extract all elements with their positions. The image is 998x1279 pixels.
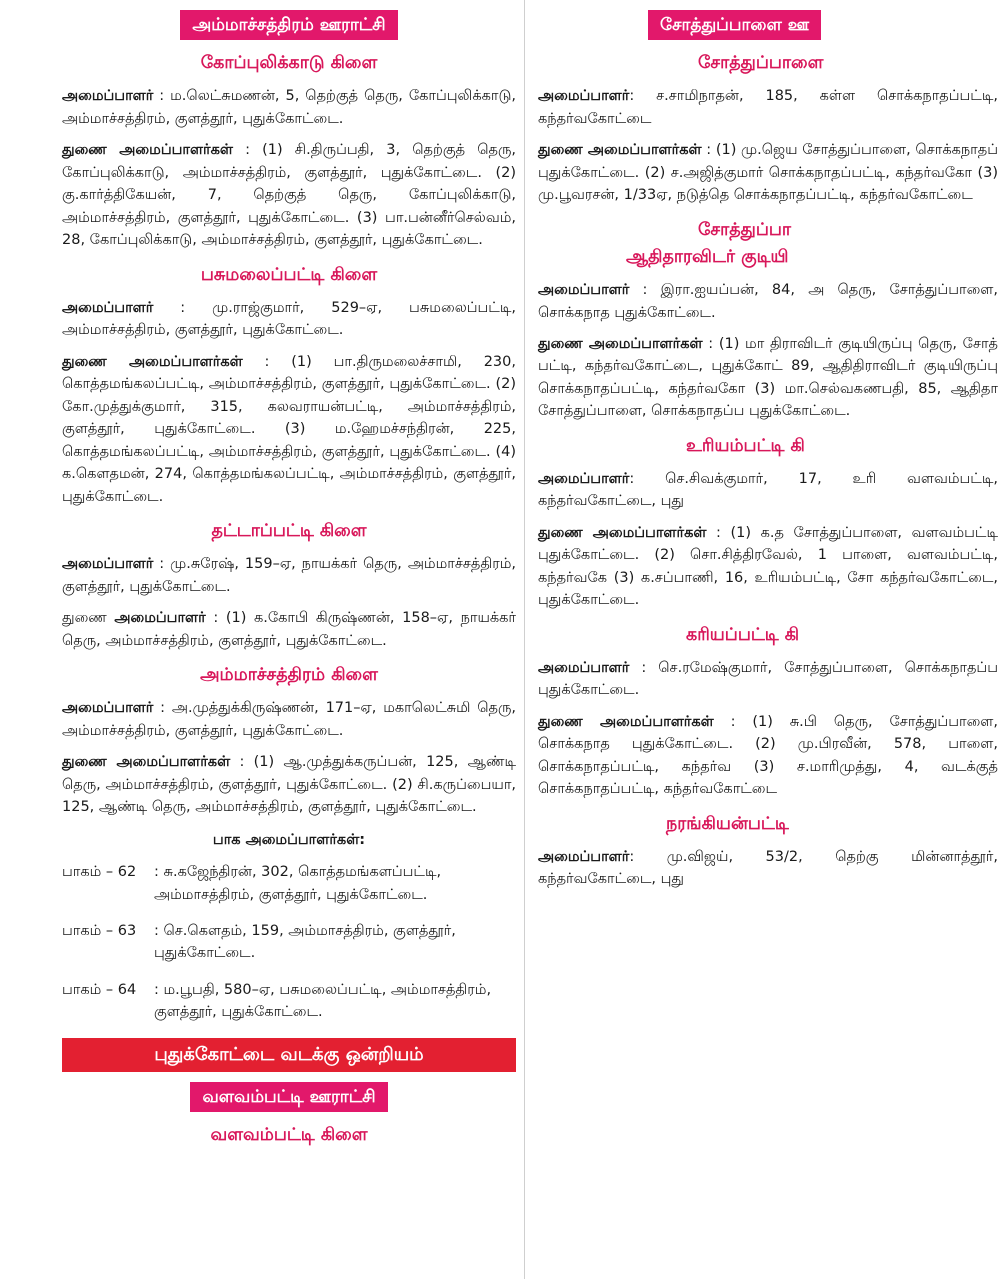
organizer-entry bbox=[538, 279, 998, 324]
branch-title: தட்டாப்பட்டி கிளை bbox=[211, 521, 367, 542]
deputy-organizers-entry bbox=[538, 333, 998, 423]
branch-title: சோத்துப்பாளை bbox=[698, 53, 824, 74]
organizer-entry bbox=[538, 846, 998, 891]
organizer-text: : செ.ரமேஷ்குமார், சோத்துப்பாளை, சொக்கநாதப்ப புதுக்கோட்டை. bbox=[538, 659, 998, 699]
deputy-text: : (1) பா.திருமலைச்சாமி, 230, கொத்தமங்கலப்பட்டி, அம்மாச்சத்திரம், குளத்தூர், புதுக்கோட்டை. (2) கோ.முத்துக்குமார், 315, கலவராயன்பட்டி, அம்மாச்சத்திரம், குளத்தூர், புதுக்கோட்டை. (3) ம.ஹேமச்சந்திரன், 225, கொத்தமங்கலப்பட்டி, அம்மாச்சத்திரம், குளத்தூர், புதுக்கோட்டை. (4) க.கௌதமன், 274, கொத்தமங்கலப்பட்டி, அம்மாச்சத்திரம், குளத்தூர், புதுக்கோட்டை. bbox=[62, 353, 516, 505]
part-organizer: : ம.பூபதி, 580–ஏ, பசுமலைப்பட்டி, அம்மாசத்திரம், குளத்தூர், புதுக்கோட்டை. bbox=[154, 981, 492, 1021]
organizer-label: அமைப்பாளர் bbox=[62, 88, 154, 105]
organizer-text: : மு.ராஜ்குமார், 529–ஏ, பசுமலைப்பட்டி, அம்மாச்சத்திரம், குளத்தூர், புதுக்கோட்டை. bbox=[62, 299, 516, 339]
deputy-organizers-entry bbox=[538, 522, 998, 612]
organizer-entry bbox=[62, 85, 516, 130]
part-number: பாகம் – 64 bbox=[62, 981, 137, 998]
branch-title: ஆதிதாரவிடர் குடியி bbox=[626, 246, 789, 267]
part-organizer: : செ.கௌதம், 159, அம்மாசத்திரம், குளத்தூர், புதுக்கோட்டை. bbox=[154, 922, 456, 962]
organizer-label: அமைப்பாளர் bbox=[538, 282, 630, 299]
deputy-text: : (1) க.த சோத்துப்பாளை, வளவம்பட்டி புதுக்கோட்டை. (2) சொ.சித்திரவேல், 1 பாளை, வளவம்பட்டி, கந்தர்வகே (3) க.சப்பாணி, 16, உரியம்பட்டி, சோ கந்தர்வகோட்டை, புதுக்கோட்டை. bbox=[538, 524, 998, 609]
branch-title: உரியம்பட்டி கி bbox=[686, 435, 805, 456]
branch-title: நரங்கியன்பட்டி bbox=[666, 813, 789, 834]
organizer-text: : ச.சாமிநாதன், 185, கள்ள சொக்கநாதப்பட்டி, கந்தர்வகோட்டை bbox=[538, 88, 998, 127]
deputy-label: துணை அமைப்பாளர்கள் bbox=[62, 142, 233, 159]
organizer-text: : அ.முத்துக்கிருஷ்ணன், 171–ஏ, மகாலெட்சுமி தெரு, அம்மாச்சத்திரம், குளத்தூர், புதுக்கோட்டை. bbox=[62, 700, 516, 739]
deputy-organizers-entry bbox=[62, 607, 516, 652]
deputy-text: : (1) ஆ.முத்துக்கருப்பன், 125, ஆண்டி தெரு, அம்மாச்சத்திரம், குளத்தூர், புதுக்கோட்டை. (2) சி.கருப்பையா, 125, ஆண்டி தெரு, அம்மாச்சத்திரம், குளத்தூர், புதுக்கோட்டை. bbox=[62, 754, 516, 816]
organizer-label: அமைப்பாளர் bbox=[62, 556, 154, 573]
part-row bbox=[62, 920, 516, 965]
organizer-entry bbox=[538, 468, 998, 513]
panchayat-heading bbox=[62, 1082, 516, 1112]
branch-title: அம்மாச்சத்திரம் கிளை bbox=[200, 665, 378, 686]
deputy-organizers-entry bbox=[62, 751, 516, 818]
branch-title: வளவம்பட்டி கிளை bbox=[210, 1125, 368, 1146]
organizer-label: அமைப்பாளர் bbox=[538, 848, 630, 865]
organizer-entry bbox=[538, 85, 998, 130]
part-row bbox=[62, 979, 516, 1024]
branch-title: கரியப்பட்டி கி bbox=[686, 624, 800, 645]
part-organizers-heading: பாக அமைப்பாளர்கள்: bbox=[212, 831, 366, 848]
branch-title: கோப்புலிக்காடு கிளை bbox=[200, 53, 378, 74]
panchayat-heading bbox=[62, 10, 516, 40]
panchayat-tag: வளவம்பட்டி ஊராட்சி bbox=[190, 1082, 387, 1112]
part-number: பாகம் – 62 bbox=[62, 864, 137, 881]
deputy-label: துணை அமைப்பாளர்கள் bbox=[538, 336, 703, 352]
organizer-label: அமைப்பாளர் bbox=[538, 471, 630, 487]
organizer-entry bbox=[62, 697, 516, 742]
left-column bbox=[62, 0, 516, 1157]
deputy-text: : (1) சி.திருப்பதி, 3, தெற்குத் தெரு, கோப்புலிக்காடு, அம்மாச்சத்திரம், குளத்தூர், புதுக்கோட்டை. (2) கு.கார்த்திகேயன், 7, தெற்குத் தெரு, கோப்புலிக்காடு, அம்மாச்சத்திரம், குளத்தூர், புதுக்கோட்டை. (3) பா.பன்னீர்செல்வம், 28, கோப்புலிக்காடு, அம்மாச்சத்திரம், குளத்தூர், புதுக்கோட்டை. bbox=[62, 142, 516, 249]
deputy-text: : (1) மா திராவிடர் குடியிருப்பு தெரு, சோத் பட்டி, கந்தர்வகோட்டை, புதுக்கோட் 89, ஆதிதிராவிடர் குடியிருப்பு சொக்கநாதப்பட்டி, கந்தர்வகோ (3) மா.செல்வகணபதி, 85, ஆதிதா சோத்துப்பாளை, சொக்கநாதப்ப புதுக்கோட்டை. bbox=[538, 336, 998, 420]
part-organizer: : சு.கஜேந்திரன், 302, கொத்தமங்களப்பட்டி, அம்மாசத்திரம், குளத்தூர், புதுக்கோட்டை. bbox=[154, 864, 442, 903]
column-divider bbox=[524, 0, 525, 1279]
part-row bbox=[62, 861, 516, 906]
organizer-text: : செ.சிவக்குமார், 17, உரி வளவம்பட்டி, கந்தர்வகோட்டை, புது bbox=[538, 471, 998, 510]
deputy-text: : (1) சு.பி தெரு, சோத்துப்பாளை, சொக்கநாத புதுக்கோட்டை. (2) மு.பிரவீன், 578, பாளை, சொக்கநாதப்பட்டி, கந்தர்வ (3) ச.மாரிமுத்து, 4, வடக்குத் சொக்கநாதப்பட்டி, கந்தர்வகோட்டை bbox=[538, 713, 998, 798]
part-number: பாகம் – 63 bbox=[62, 922, 137, 939]
deputy-organizers-entry bbox=[538, 711, 998, 801]
panchayat-heading bbox=[538, 10, 998, 40]
deputy-organizers-entry bbox=[538, 139, 998, 206]
deputy-organizers-entry bbox=[62, 139, 516, 251]
branch-title: சோத்துப்பா bbox=[698, 219, 792, 240]
organizer-label: அமைப்பாளர் bbox=[62, 299, 154, 316]
panchayat-tag: அம்மாச்சத்திரம் ஊராட்சி bbox=[180, 10, 397, 40]
organizer-entry bbox=[62, 297, 516, 342]
deputy-label: துணை அமைப்பாளர்கள் bbox=[538, 524, 707, 541]
organizer-entry bbox=[62, 553, 516, 598]
organizer-label: அமைப்பாளர் bbox=[538, 659, 630, 676]
deputy-label: துணை அமைப்பாளர்கள் bbox=[62, 754, 231, 771]
organizer-entry bbox=[538, 657, 998, 702]
deputy-text: : (1) மு.ஜெய சோத்துப்பாளை, சொக்கநாதப் புதுக்கோட்டை. (2) ச.அஜித்குமார் சொக்கநாதப்பட்டி, கந்தர்வகோ (3) மு.பூவரசன், 1/33ஏ, நடுத்தெ சொக்கநாதப்பட்டி, கந்தர்வகோட்டை bbox=[538, 142, 998, 204]
union-banner: புதுக்கோட்டை வடக்கு ஒன்றியம் bbox=[62, 1038, 516, 1072]
deputy-organizers-entry bbox=[62, 351, 516, 508]
deputy-label: துணை அமைப்பாளர்கள் bbox=[538, 713, 714, 730]
deputy-label: அமைப்பாளர் bbox=[114, 610, 206, 627]
organizer-text: : மு.விஜய், 53/2, தெற்கு மின்னாத்தூர், கந்தர்வகோட்டை, புது bbox=[538, 848, 998, 888]
deputy-label: துணை அமைப்பாளர்கள் bbox=[538, 142, 702, 159]
organizer-text: : ம.லெட்சுமணன், 5, தெற்குத் தெரு, கோப்புலிக்காடு, அம்மாச்சத்திரம், குளத்தூர், புதுக்கோட்டை. bbox=[62, 88, 516, 127]
organizer-text: : இரா.ஐயப்பன், 84, அ தெரு, சோத்துப்பாளை, சொக்கநாத புதுக்கோட்டை. bbox=[538, 282, 998, 321]
branch-title: பசுமலைப்பட்டி கிளை bbox=[200, 264, 378, 285]
deputy-text: : (1) க.கோபி கிருஷ்ணன், 158–ஏ, நாயக்கர் தெரு, அம்மாச்சத்திரம், குளத்தூர், புதுக்கோட்டை. bbox=[62, 610, 517, 649]
organizer-text: : மு.சுரேஷ், 159–ஏ, நாயக்கர் தெரு, அம்மாச்சத்திரம், குளத்தூர், புதுக்கோட்டை. bbox=[62, 556, 516, 595]
right-column bbox=[538, 0, 998, 900]
panchayat-tag: சோத்துப்பாளை ஊ bbox=[648, 10, 821, 40]
organizer-label: அமைப்பாளர் bbox=[62, 700, 154, 717]
deputy-prefix: துணை bbox=[62, 610, 115, 627]
organizer-label: அமைப்பாளர் bbox=[538, 88, 630, 105]
deputy-label: துணை அமைப்பாளர்கள் bbox=[62, 353, 243, 370]
